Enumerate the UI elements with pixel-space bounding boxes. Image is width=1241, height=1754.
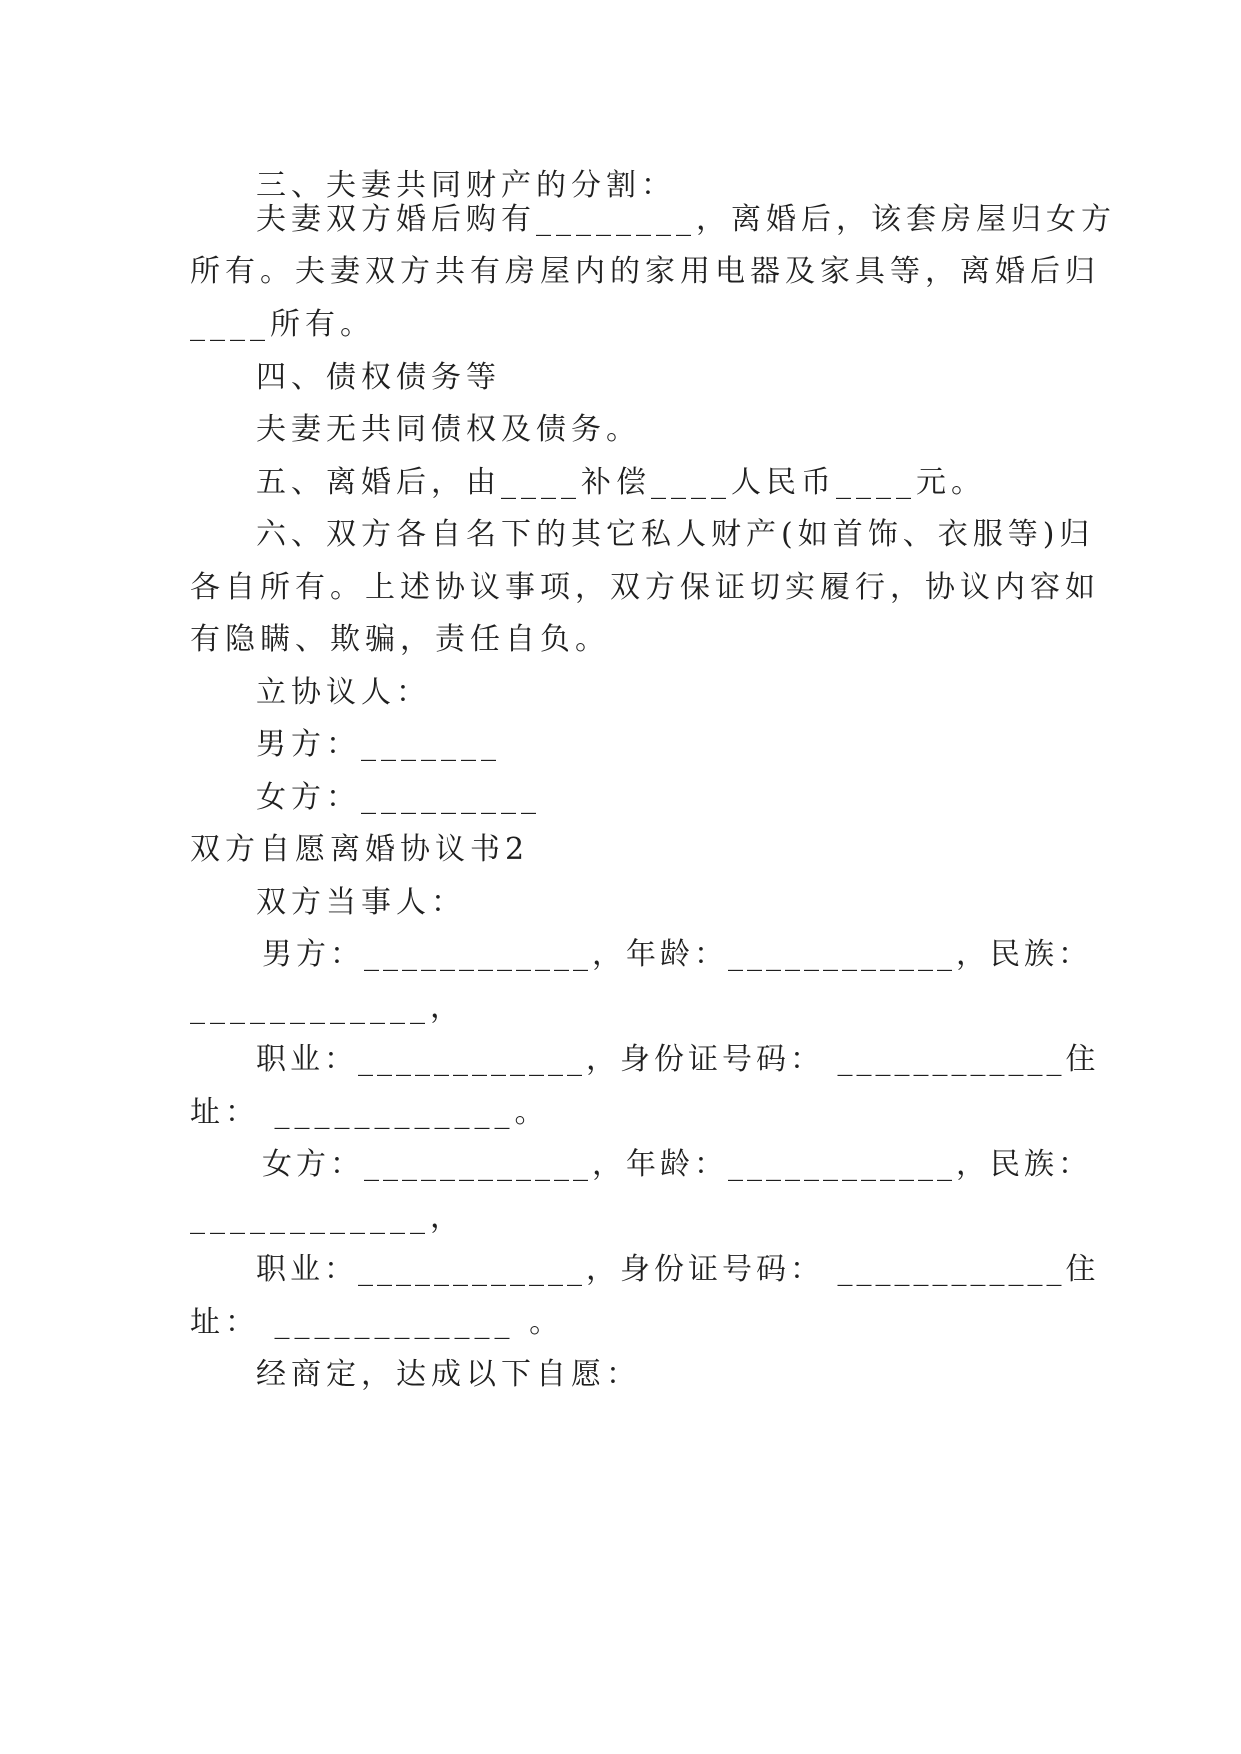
female-party-signature-line: 女方：_________ [256,780,541,815]
female-info-line: 女方：____________，年龄：____________，民族： [262,1147,1092,1182]
female-job-id-line: 职业：____________，身份证号码： ____________住 [256,1252,1100,1287]
paragraph-line: 各自所有。上述协议事项，双方保证切实履行，协议内容如 [190,570,1100,605]
paragraph-line: 夫妻无共同债权及债务。 [256,412,641,447]
male-party-signature-line: 男方：_______ [256,727,501,762]
agreement-2-title: 双方自愿离婚协议书2 [190,832,530,867]
male-job-id-line: 职业：____________，身份证号码： ____________住 [256,1042,1100,1077]
section-3-heading: 三、夫妻共同财产的分割： [256,168,676,203]
parties-label: 双方当事人： [256,885,466,920]
paragraph-line: ____所有。 [190,307,375,342]
section-5-line: 五、离婚后，由____补偿____人民币____元。 [256,465,986,500]
paragraph-line: 有隐瞒、欺骗，责任自负。 [190,622,610,657]
male-info-line: 男方：____________，年龄：____________，民族： [262,937,1092,972]
female-info-line: ____________， [190,1200,465,1235]
paragraph-line: 所有。夫妻双方共有房屋内的家用电器及家具等，离婚后归 [190,254,1100,289]
paragraph-line: 夫妻双方婚后购有________，离婚后，该套房屋归女方 [256,202,1116,237]
male-info-line: ____________， [190,990,465,1025]
signatories-label: 立协议人： [256,675,431,710]
male-address-line: 址： ____________。 [190,1095,550,1130]
agreement-intro-line: 经商定，达成以下自愿： [256,1357,641,1392]
section-6-line: 六、双方各自名下的其它私人财产(如首饰、衣服等)归 [256,517,1095,552]
section-4-heading: 四、债权债务等 [256,360,501,395]
female-address-line: 址： ____________ 。 [190,1305,565,1340]
